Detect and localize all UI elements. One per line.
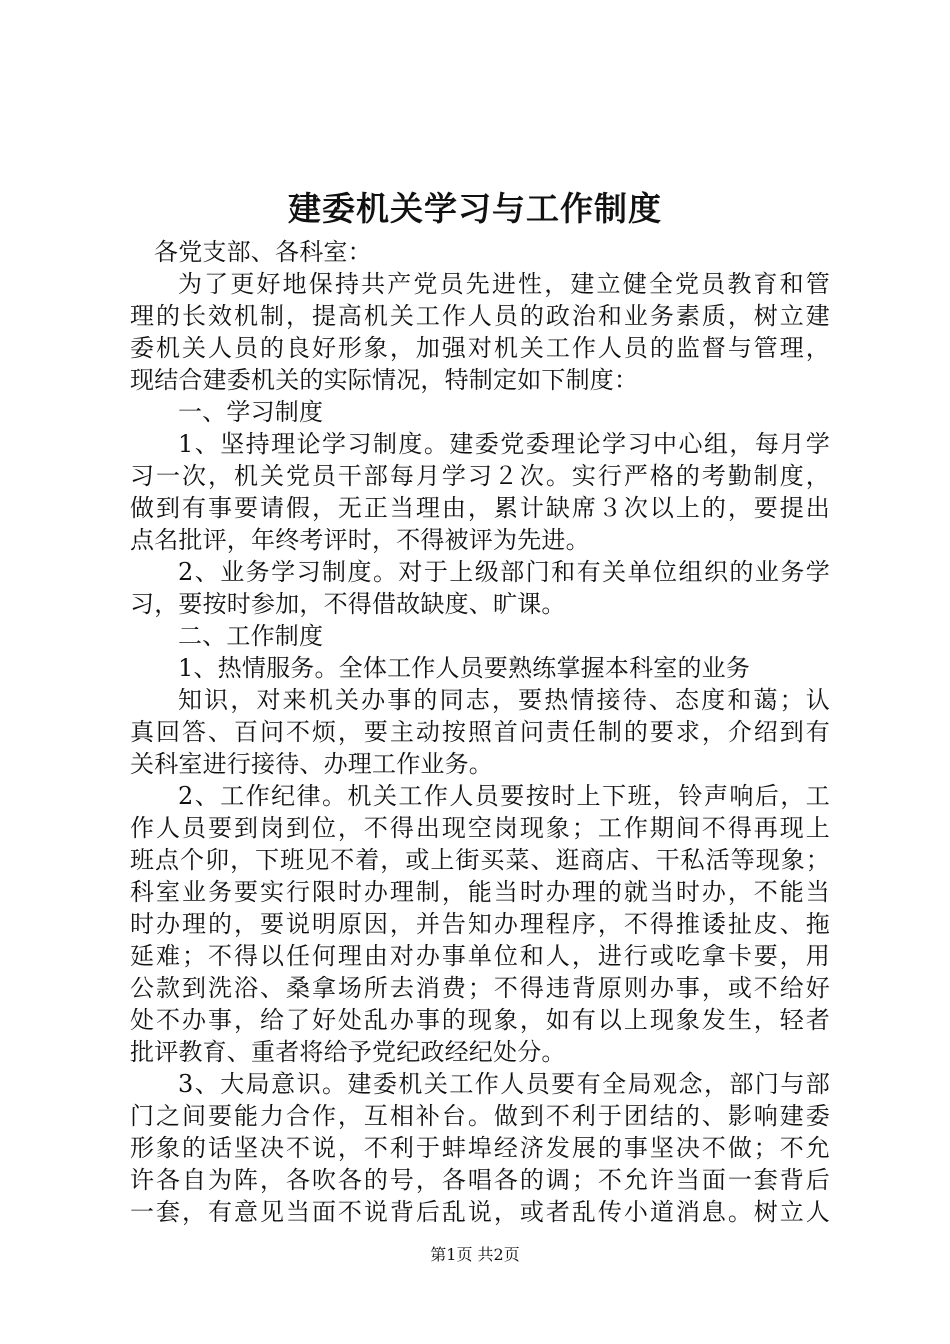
paragraph-line: 知识，对来机关办事的同志，要热情接待、态度和蔼；认 [178, 686, 830, 714]
paragraph-line: 现结合建委机关的实际情况，特制定如下制度： [130, 366, 639, 394]
document-title: 建委机关学习与工作制度 [288, 189, 662, 228]
paragraph-line: 2、业务学习制度。对于上级部门和有关单位组织的业务学 [178, 558, 830, 586]
paragraph-line: 一套，有意见当面不说背后乱说，或者乱传小道消息。树立人 [130, 1198, 830, 1226]
paragraph-line: 关科室进行接待、办理工作业务。 [130, 750, 493, 778]
paragraph-line: 为了更好地保持共产党员先进性，建立健全党员教育和管 [178, 270, 830, 298]
paragraph-line: 作人员要到岗到位，不得出现空岗现象；工作期间不得再现上 [130, 814, 830, 842]
paragraph-line: 科室业务要实行限时办理制，能当时办理的就当时办，不能当 [130, 878, 830, 906]
paragraph-line: 班点个卯，下班见不着，或上街买菜、逛商店、干私活等现象； [130, 846, 830, 874]
paragraph-line: 习，要按时参加，不得借故缺度、旷课。 [130, 590, 566, 618]
paragraph-line: 门之间要能力合作，互相补台。做到不利于团结的、影响建委 [130, 1102, 830, 1130]
paragraph-line: 批评教育、重者将给予党纪政经纪处分。 [130, 1038, 566, 1066]
paragraph-line: 一、学习制度 [178, 398, 324, 426]
paragraph-line: 二、工作制度 [178, 622, 324, 650]
paragraph-line: 点名批评，年终考评时，不得被评为先进。 [130, 526, 590, 554]
paragraph-line: 真回答、百问不烦，要主动按照首问责任制的要求，介绍到有 [130, 718, 830, 746]
paragraph-line: 时办理的，要说明原因，并告知办理程序，不得推诿扯皮、拖 [130, 910, 830, 938]
paragraph-line: 做到有事要请假，无正当理由，累计缺席３次以上的，要提出 [130, 494, 830, 522]
paragraph-line: 3、大局意识。建委机关工作人员要有全局观念，部门与部 [178, 1070, 830, 1098]
paragraph-line: 形象的话坚决不说，不利于蚌埠经济发展的事坚决不做；不允 [130, 1134, 830, 1162]
paragraph-line: 处不办事，给了好处乱办事的现象，如有以上现象发生，轻者 [130, 1006, 830, 1034]
paragraph-line: 许各自为阵，各吹各的号，各唱各的调；不允许当面一套背后 [130, 1166, 830, 1194]
paragraph-line: 1、热情服务。全体工作人员要熟练掌握本科室的业务 [178, 654, 751, 682]
paragraph-line: 习一次，机关党员干部每月学习２次。实行严格的考勤制度， [130, 462, 830, 490]
page-footer: 第1页 共2页 [430, 1245, 520, 1264]
paragraph-line: 理的长效机制，提高机关工作人员的政治和业务素质，树立建 [130, 302, 830, 330]
paragraph-line: 2、工作纪律。机关工作人员要按时上下班，铃声响后，工 [178, 782, 830, 810]
paragraph-line: 公款到洗浴、桑拿场所去消费；不得违背原则办事，或不给好 [130, 974, 830, 1002]
paragraph-line: 委机关人员的良好形象，加强对机关工作人员的监督与管理， [130, 334, 830, 362]
paragraph-line: 各党支部、各科室： [154, 238, 372, 266]
document-body [130, 236, 830, 1228]
paragraph-line: 延难；不得以任何理由对办事单位和人，进行或吃拿卡要，用 [130, 942, 830, 970]
paragraph-line: 1、坚持理论学习制度。建委党委理论学习中心组，每月学 [178, 430, 830, 458]
